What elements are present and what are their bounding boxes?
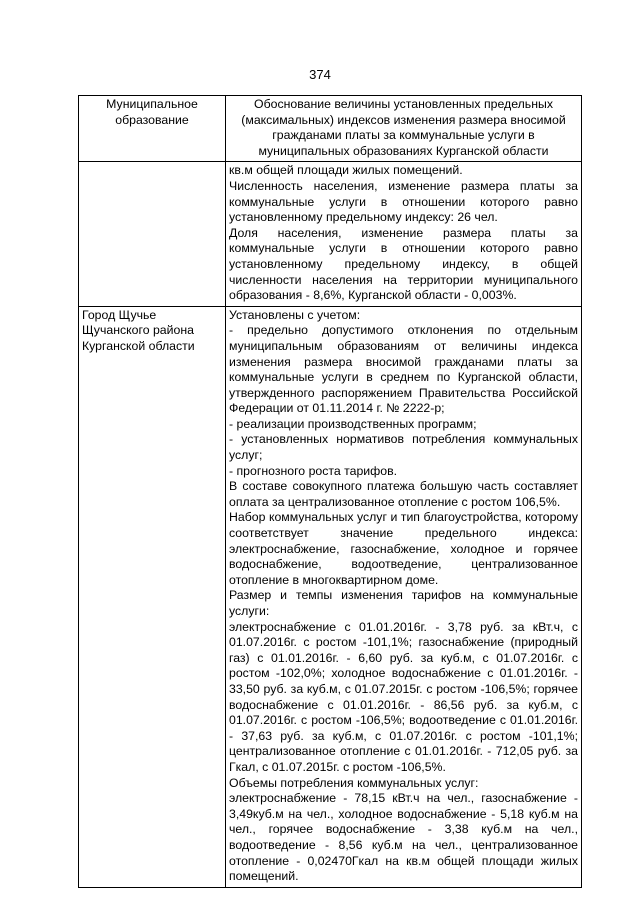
table-row bbox=[79, 306, 582, 887]
table-row bbox=[79, 162, 582, 306]
page-number: 374 bbox=[309, 67, 331, 82]
header-municipality: Муниципальное образование bbox=[79, 96, 226, 162]
justification-table bbox=[78, 95, 582, 888]
municipality-cell bbox=[79, 162, 226, 306]
municipality-cell: Город Щучье Щучанского района Курганской области bbox=[79, 306, 226, 887]
justification-cell: кв.м общей площади жилых помещений. Численность населения, изменение размера платы за коммунальные услуги в отношении которого равно установленному предельному индексу: 26 чел. Доля населения, изменение размера платы за коммунальные услуги в отношении которого равно установленному предельному индексу, в общей численности населения на территории муниципального образования - 8,6%, Курганской области - 0,003%. bbox=[226, 162, 582, 306]
table-header-row bbox=[79, 96, 582, 162]
justification-cell: Установлены с учетом: - предельно допустимого отклонения по отдельным муниципальным образованиям от величины индекса изменения размера вносимой гражданами платы за коммунальные услуги в среднем по Курганской области, утвержденного распоряжением Правительства Российской Федерации от 01.11.2014 г. № 2222-р; - реализации производственных программ; - установленных нормативов потребления коммунальных услуг; - прогнозного роста тарифов. В составе совокупного платежа большую часть составляет оплата за централизованное отопление с ростом 106,5%. Набор коммунальных услуг и тип благоустройства, которому соответствует значение предельного индекса: электроснабжение, газоснабжение, холодное и горячее водоснабжение, водоотведение, централизованное отопление в многоквартирном доме. Размер и темпы изменения тарифов на коммунальные услуги: электроснабжение с 01.01.2016г. - 3,78 руб. за кВт.ч, с 01.07.2016г. с ростом -101,1%; газоснабжение (природный газ) с 01.01.2016г. - 6,60 руб. за куб.м, с 01.07.2016г. с ростом -102,0%; холодное водоснабжение с 01.01.2016г. - 33,50 руб. за куб.м, с 01.07.2015г. с ростом -106,5%; горячее водоснабжение с 01.01.2016г. - 86,56 руб. за куб.м, с 01.07.2016г. с ростом -106,5%; водоотведение с 01.01.2016г. - 37,63 руб. за куб.м, с 01.07.2016г. с ростом -101,1%; централизованное отопление с 01.01.2016г. - 712,05 руб. за Гкал, с 01.07.2015г. с ростом -106,5%. Объемы потребления коммунальных услуг: электроснабжение - 78,15 кВт.ч на чел., газоснабжение - 3,49куб.м на чел., холодное водоснабжение - 5,18 куб.м на чел., горячее водоснабжение - 3,38 куб.м на чел., водоотведение - 8,56 куб.м на чел., централизованное отопление - 0,02470Гкал на кв.м общей площади жилых помещений. bbox=[226, 306, 582, 887]
header-justification: Обоснование величины установленных предельных (максимальных) индексов изменения размера вносимой гражданами платы за коммунальные услуги в муниципальных образованиях Курганской области bbox=[226, 96, 582, 162]
